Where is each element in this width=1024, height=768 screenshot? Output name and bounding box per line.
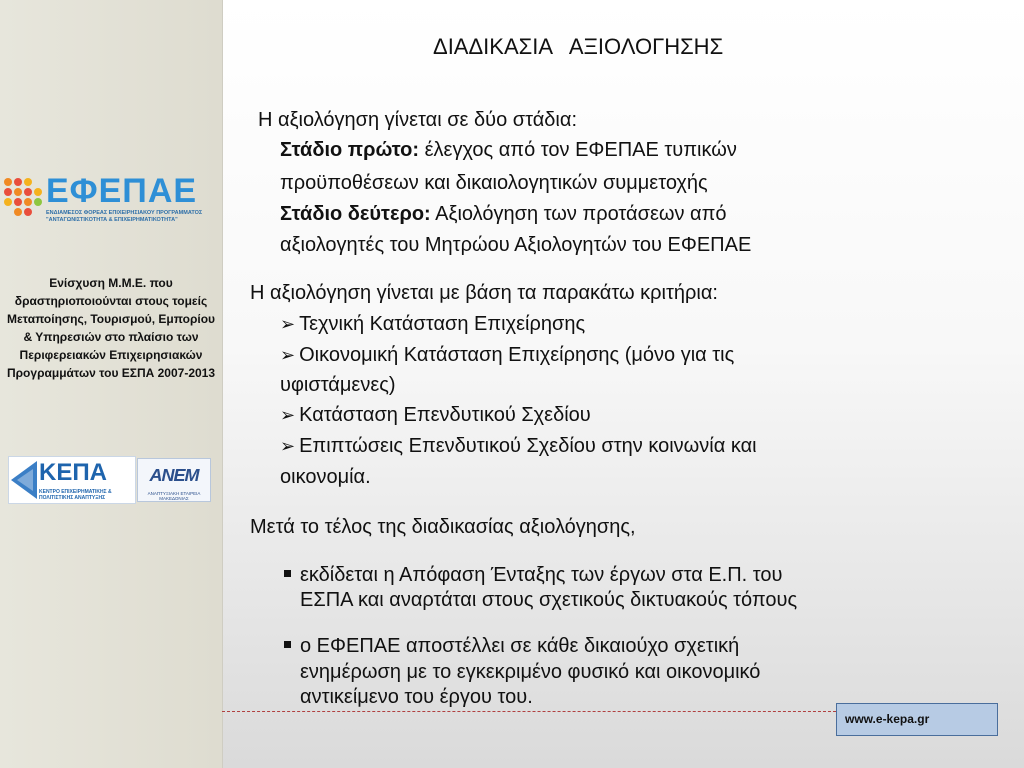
dots-icon — [4, 178, 44, 218]
anem-logo-text: ΑΝΕΜ — [149, 465, 199, 485]
criteria-item: ➢ Επιπτώσεις Επενδυτικού Σχεδίου στην κοινωνία και — [280, 435, 757, 457]
stage-2-text-cont: αξιολογητές του Μητρώου Αξιολογητών του ΕΦΕΠΑΕ — [280, 234, 752, 256]
kepa-logo-text: ΚΕΠΑ — [39, 459, 108, 486]
kepa-logo-subtitle: ΚΕΝΤΡΟ ΕΠΙΧΕΙΡΗΜΑΤΙΚΗΣ & ΠΟΛΙΤΙΣΤΙΚΗΣ ΑΝΑΠΤΥΞΗΣ — [39, 489, 112, 501]
arrow-bullet-icon: ➢ — [280, 436, 296, 456]
website-link[interactable]: www.e-kepa.gr — [836, 703, 998, 736]
stages-intro: Η αξιολόγηση γίνεται σε δύο στάδια: — [258, 109, 577, 131]
bullet-item-cont: ΕΣΠΑ και αναρτάται στους σχετικούς δικτυακούς τόπους — [300, 589, 798, 611]
anem-logo — [137, 458, 211, 502]
arrow-bullet-icon: ➢ — [280, 345, 296, 365]
efepae-logo — [4, 172, 218, 224]
kepa-logo — [8, 456, 136, 504]
efepae-logo-text: ΕΦΕΠΑΕ — [46, 172, 198, 210]
anem-logo-subtitle: ΑΝΑΠΤΥΞΙΑΚΗ ΕΤΑΙΡΕΙΑ ΜΑΚΕΔΟΝΙΑΣ — [147, 491, 201, 501]
criteria-item: ➢ Τεχνική Κατάσταση Επιχείρησης — [280, 313, 586, 335]
stage-1-label: Στάδιο πρώτο: — [280, 139, 420, 161]
footer-divider — [222, 711, 836, 712]
kepa-arrow-icon — [11, 461, 37, 499]
bullet-item: εκδίδεται η Απόφαση Ένταξης των έργων στα Ε.Π. του — [300, 564, 783, 586]
efepae-logo-subtitle: ΕΝΔΙΑΜΕΣΟΣ ΦΟΡΕΑΣ ΕΠΙΧΕΙΡΗΣΙΑΚΟΥ ΠΡΟΓΡΑΜΜΑΤΟΣ "ΑΝΤΑΓΩΝΙΣΤΙΚΟΤΗΤΑ & ΕΠΙΧΕΙΡΗΜΑΤΙΚΟΤΗΤΑ" — [46, 210, 203, 223]
criteria-intro: Η αξιολόγηση γίνεται με βάση τα παρακάτω κριτήρια: — [250, 282, 718, 304]
program-description: Ενίσχυση Μ.Μ.Ε. που δραστηριοποιούνται στους τομείς Μεταποίησης, Τουρισμού, Εμπορίου & Υπηρεσιών στο πλαίσιο των Περιφερειακών Επιχειρησιακών Προγραμμάτων του ΕΣΠΑ 2007-2013 — [6, 276, 216, 380]
stage-1 — [280, 138, 737, 162]
square-bullet-icon — [284, 641, 291, 648]
square-bullet-icon — [284, 570, 291, 577]
stage-1-text: έλεγχος από τον ΕΦΕΠΑΕ τυπικών — [419, 139, 737, 161]
arrow-bullet-icon: ➢ — [280, 314, 296, 334]
sidebar — [0, 0, 223, 768]
stage-2-label: Στάδιο δεύτερο: — [280, 203, 431, 225]
stage-1-text-cont: προϋποθέσεων και δικαιολογητικών συμμετοχής — [280, 172, 708, 194]
bullet-item: ο ΕΦΕΠΑΕ αποστέλλει σε κάθε δικαιούχο σχετική — [300, 635, 740, 657]
slide-title: ΔΙΑΔΙΚΑΣΙΑ ΑΞΙΟΛΟΓΗΣΗΣ — [433, 34, 724, 59]
criteria-item: ➢ Κατάσταση Επενδυτικού Σχεδίου — [280, 404, 591, 426]
after-intro: Μετά το τέλος της διαδικασίας αξιολόγησης, — [250, 516, 636, 538]
stage-2-text: Αξιολόγηση των προτάσεων από — [430, 203, 727, 225]
criteria-item-cont: οικονομία. — [280, 466, 371, 488]
criteria-item-cont: υφιστάμενες) — [280, 374, 396, 396]
stage-2 — [280, 202, 727, 226]
bullet-item-cont: αντικείμενο του έργου του. — [300, 686, 533, 708]
bullet-item-cont: ενημέρωση με το εγκεκριμένο φυσικό και οικονομικό — [300, 661, 761, 683]
arrow-bullet-icon: ➢ — [280, 405, 296, 425]
criteria-item: ➢ Οικονομική Κατάσταση Επιχείρησης (μόνο για τις — [280, 344, 735, 366]
